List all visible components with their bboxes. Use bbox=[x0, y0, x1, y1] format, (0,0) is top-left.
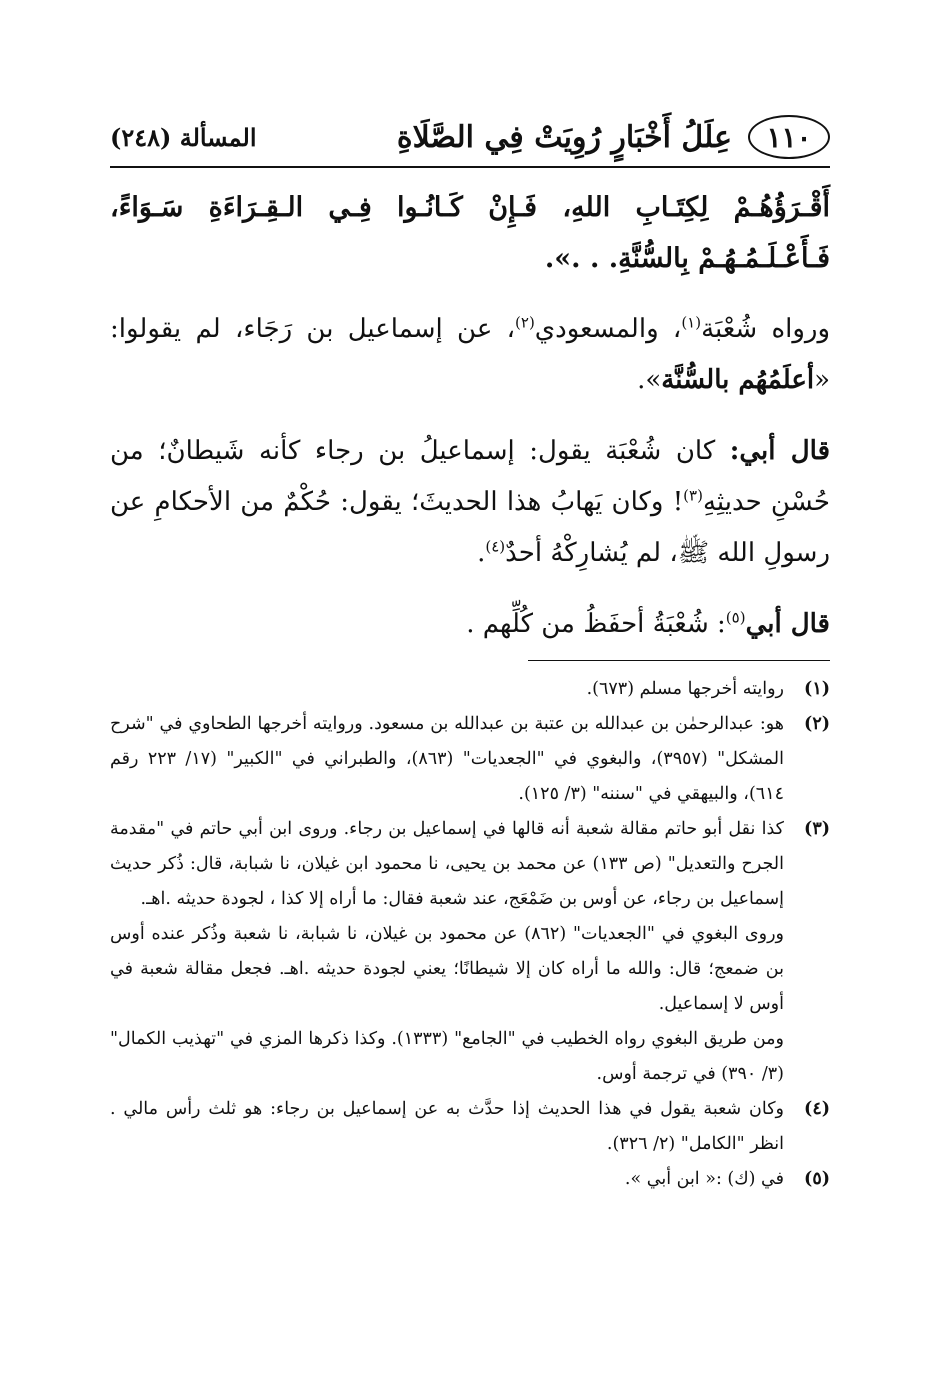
footnote-divider bbox=[528, 660, 830, 661]
page-number: ١١٠ bbox=[748, 115, 830, 159]
footnote-3 bbox=[110, 812, 830, 1092]
footnote-4 bbox=[110, 1092, 830, 1162]
footnote-number: (٢) bbox=[804, 714, 830, 734]
footnote-text: في (ك) :« ابن أبي ». bbox=[624, 1169, 784, 1189]
footnote-2 bbox=[110, 707, 830, 812]
text-run: ! وكان يَهابُ هذا الحديثَ؛ يقول: حُكْمٌ من الأحكامِ عن رسولِ الله ﷺ، لم يُشارِكْهُ أحدٌ bbox=[110, 487, 830, 568]
bold-phrase: أعلَمُهُم بالسُّنَّة bbox=[661, 365, 815, 395]
speaker-label: قال أبي bbox=[745, 609, 830, 639]
footnote-ref-4[interactable]: (٤) bbox=[485, 537, 506, 556]
footnote-ref-2[interactable]: (٢) bbox=[515, 313, 535, 332]
footnote-ref-3[interactable]: (٣) bbox=[683, 486, 703, 505]
text-run: كان شُعْبَة يقول: إسماعيلُ بن رجاء كأنه شَيطانٌ؛ من حُسْنِ حديثِهِ bbox=[110, 436, 830, 517]
text-run: ورواه شُعْبَة bbox=[701, 314, 831, 344]
text-run: . bbox=[477, 538, 486, 568]
text-run: ، عن إسماعيل بن رَجَاء، لم يقولوا: « bbox=[110, 314, 830, 395]
text-run: ». bbox=[637, 365, 662, 395]
footnote-text: هو: عبدالرحمٰن بن عبدالله بن عتبة بن عبدالله بن مسعود. وروايته أخرجها الطحاوي في "شرح المشكل" (٣٩٥٧)، والبغوي في "الجعديات" (٨٦٣)، والطبراني في "الكبير" (١٧/ ٢٢٣ رقم ٦١٤)، والبيهقي في "سننه" (٣/ ١٢٥). bbox=[110, 714, 784, 804]
main-text bbox=[110, 182, 830, 650]
paragraph-narration bbox=[110, 304, 830, 406]
text-run: ، والمسعودي bbox=[534, 314, 682, 344]
footnote-text: وروى البغوي في "الجعديات" (٨٦٢) عن محمود بن غيلان، نا شبابة، نا شعبة وذُكر عنده أوس بن ضمعج؛ قال: والله ما أراه كان إلا شيطانًا؛ يعني لجودة حديثه .اهـ. فجعل مقالة شعبة في أوس لا إسماعيل. bbox=[110, 924, 784, 1014]
footnote-text: روايته أخرجها مسلم (٦٧٣). bbox=[586, 679, 784, 699]
page-header bbox=[110, 112, 830, 162]
footnote-ref-5[interactable]: (٥) bbox=[725, 608, 746, 627]
issue-label: المسألة (٢٤٨) bbox=[110, 122, 257, 152]
footnote-number: (٥) bbox=[804, 1169, 830, 1189]
footnote-ref-1[interactable]: (١) bbox=[681, 313, 702, 332]
hadith-quote: أَقْـرَؤُهُـمْ لِكِتَـابِ اللهِ، فَـإِنْ كَـانُـوا فِـي الـقِـرَاءَةِ سَـوَاءً، فَـأَعْـلَـمُـهُـمْ بِالسُّنَّةِ. . .». bbox=[110, 192, 830, 274]
footnote-5 bbox=[110, 1162, 830, 1197]
header-divider bbox=[110, 166, 830, 168]
footnote-number: (٤) bbox=[804, 1099, 830, 1119]
footnote-text: ومن طريق البغوي رواه الخطيب في "الجامع" (١٣٣٣). وكذا ذكرها المزي في "تهذيب الكمال" (٣/ ٣٩٠) في ترجمة أوس. bbox=[110, 1029, 784, 1084]
footnote-number: (١) bbox=[804, 679, 830, 699]
paragraph-abi-1 bbox=[110, 426, 830, 579]
footnote-number: (٣) bbox=[804, 819, 830, 839]
text-run: : شُعْبَةُ أحفَظُ من كُلِّهم . bbox=[466, 609, 726, 639]
paragraph-abi-2 bbox=[110, 599, 830, 650]
footnotes bbox=[110, 672, 830, 1197]
footnote-text: وكان شعبة يقول في هذا الحديث إذا حدَّث به عن إسماعيل بن رجاء: هو ثلث رأس مالي . انظر "الكامل" (٢/ ٣٢٦). bbox=[110, 1099, 784, 1154]
speaker-label: قال أبي: bbox=[729, 436, 830, 466]
footnote-text: كذا نقل أبو حاتم مقالة شعبة أنه قالها في إسماعيل بن رجاء. وروى ابن أبي حاتم في "مقدمة الجرح والتعديل" (ص ١٣٣) عن محمد بن يحيى، نا محمود ابن غيلان، نا شبابة، قال: ذُكر حديث إسماعيل بن رجاء، عن أوس بن ضَمْعَج، عند شعبة فقال: ما أراه إلا كذا ، لجودة حديثه .اهـ. bbox=[110, 819, 784, 909]
book-title: عِلَلُ أَخْبَارٍ رُوِيَتْ فِي الصَّلَاةِ bbox=[396, 119, 732, 155]
footnote-1 bbox=[110, 672, 830, 707]
